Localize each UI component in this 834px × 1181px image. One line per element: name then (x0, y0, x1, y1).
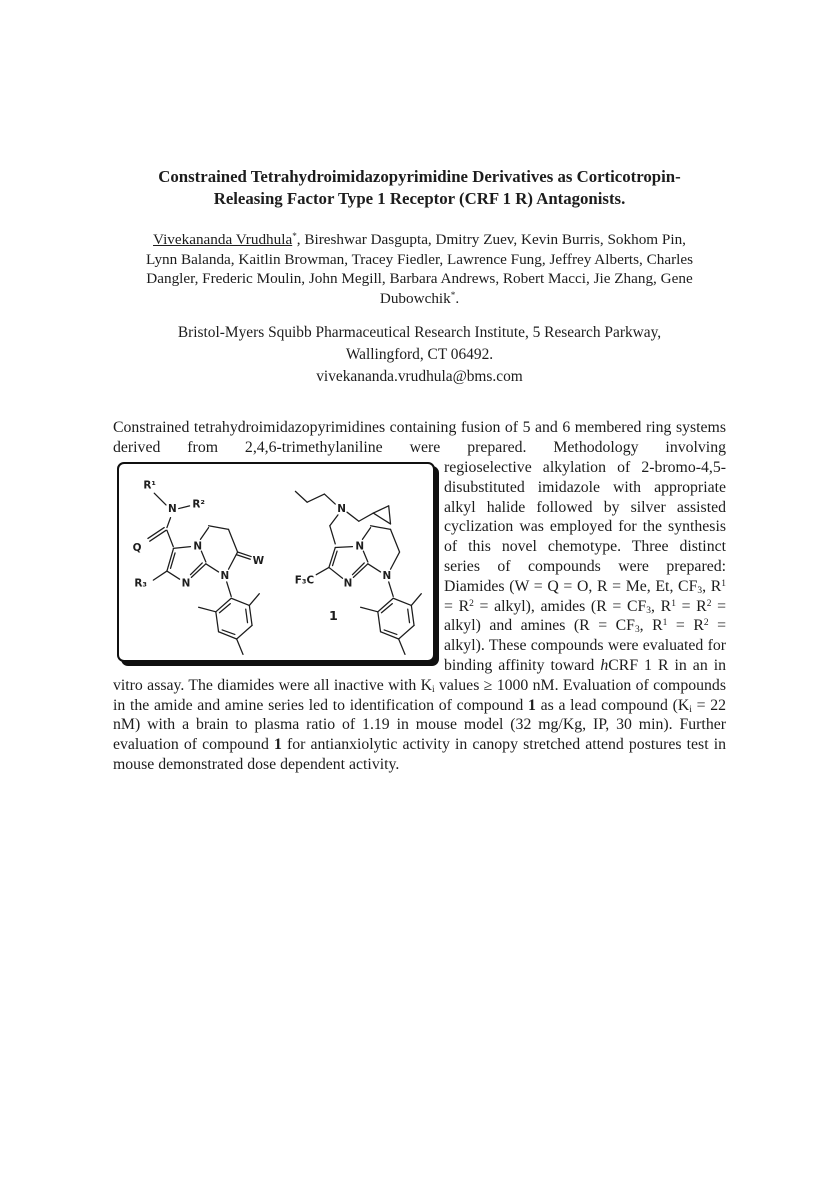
label-w: W (252, 554, 265, 567)
label-amide-n: N (167, 503, 177, 516)
label-f3c: F₃C (294, 574, 315, 587)
structure-generic-scaffold (120, 466, 270, 658)
abstract-section (113, 418, 726, 774)
label-ring-n: N (382, 570, 392, 583)
bonds (148, 493, 259, 654)
bonds (295, 491, 421, 654)
label-imidazole-n: N (343, 577, 353, 590)
paper-title: Constrained Tetrahydroimidazopyrimidine Derivatives as Corticotropin- Releasing Factor Type 1 Receptor (CRF 1 R) Antagonists. (158, 167, 681, 208)
label-bridgehead-n: N (355, 540, 365, 553)
abstract-paragraph-2-text: regioselective alkylation of 2-bromo-4,5-disubstituted imidazole with appropriate alkyl halide followed by silver assisted cyclization was employed for the synthesis of this novel chemotype. Three distinct series of compounds were prepared: Diamides (W = Q = O, R = Me, Et, CF3, $R^1 = R^2$ = alkyl), amides (R = CF3, $R^1 = R^2$ = alkyl) and amines (R = CF3, $R^1 = R^2$ = alkyl). These compounds were evaluated for binding affinity toward hCRF 1 R in an in vitro assay. The diamides were all inactive with Ki values ≥ 1000 nM. Evaluation of compounds in the amide and amine series led to identification of compound 1 as a lead compound (Ki = 22 nM) with a brain to plasma ratio of 1.19 in mouse model (32 mg/Kg, IP, 30 min). Further evaluation of compound 1 for antianxiolytic activity in canopy stretched attend postures test in mouse demonstrated dose dependent activity. (113, 458, 727, 773)
label-r2: R² (192, 498, 205, 511)
label-r3: R₃ (134, 577, 147, 590)
structure-compound-1 (282, 466, 432, 658)
abstract-paragraph-2 (113, 458, 726, 775)
label-q: Q (132, 542, 142, 555)
label-ring-n: N (220, 570, 230, 583)
label-amine-n: N (337, 503, 346, 516)
compound-1-label: 1 (329, 607, 338, 623)
affiliation: Bristol-Myers Squibb Pharmaceutical Research Institute, 5 Research Parkway, Wallingford, CT 06492. (177, 324, 662, 364)
label-imidazole-n: N (181, 577, 191, 590)
compound-structures-figure (117, 462, 435, 662)
abstract-paragraph-1: Constrained tetrahydroimidazopyrimidines containing fusion of 5 and 6 membered ring systems derived from 2,4,6-trimethylaniline were prepared. Methodology involving (113, 419, 726, 457)
author-list: Vivekananda Vrudhula*, Bireshwar Dasgupta, Dmitry Zuev, Kevin Burris, Sokhom Pin, Lynn Balanda, Kaitlin Browman, Tracey Fiedler, Lawrence Fung, Jeffrey Alberts, Charles Dangler, Frederic Moulin, John Megill, Barbara Andrews, Robert Macci, Jie Zhang, Gene Dubowchik*. (146, 230, 693, 307)
label-r1: R¹ (143, 479, 157, 492)
label-bridgehead-n: N (193, 540, 203, 553)
contact-email: vivekananda.vrudhula@bms.com (316, 368, 523, 386)
